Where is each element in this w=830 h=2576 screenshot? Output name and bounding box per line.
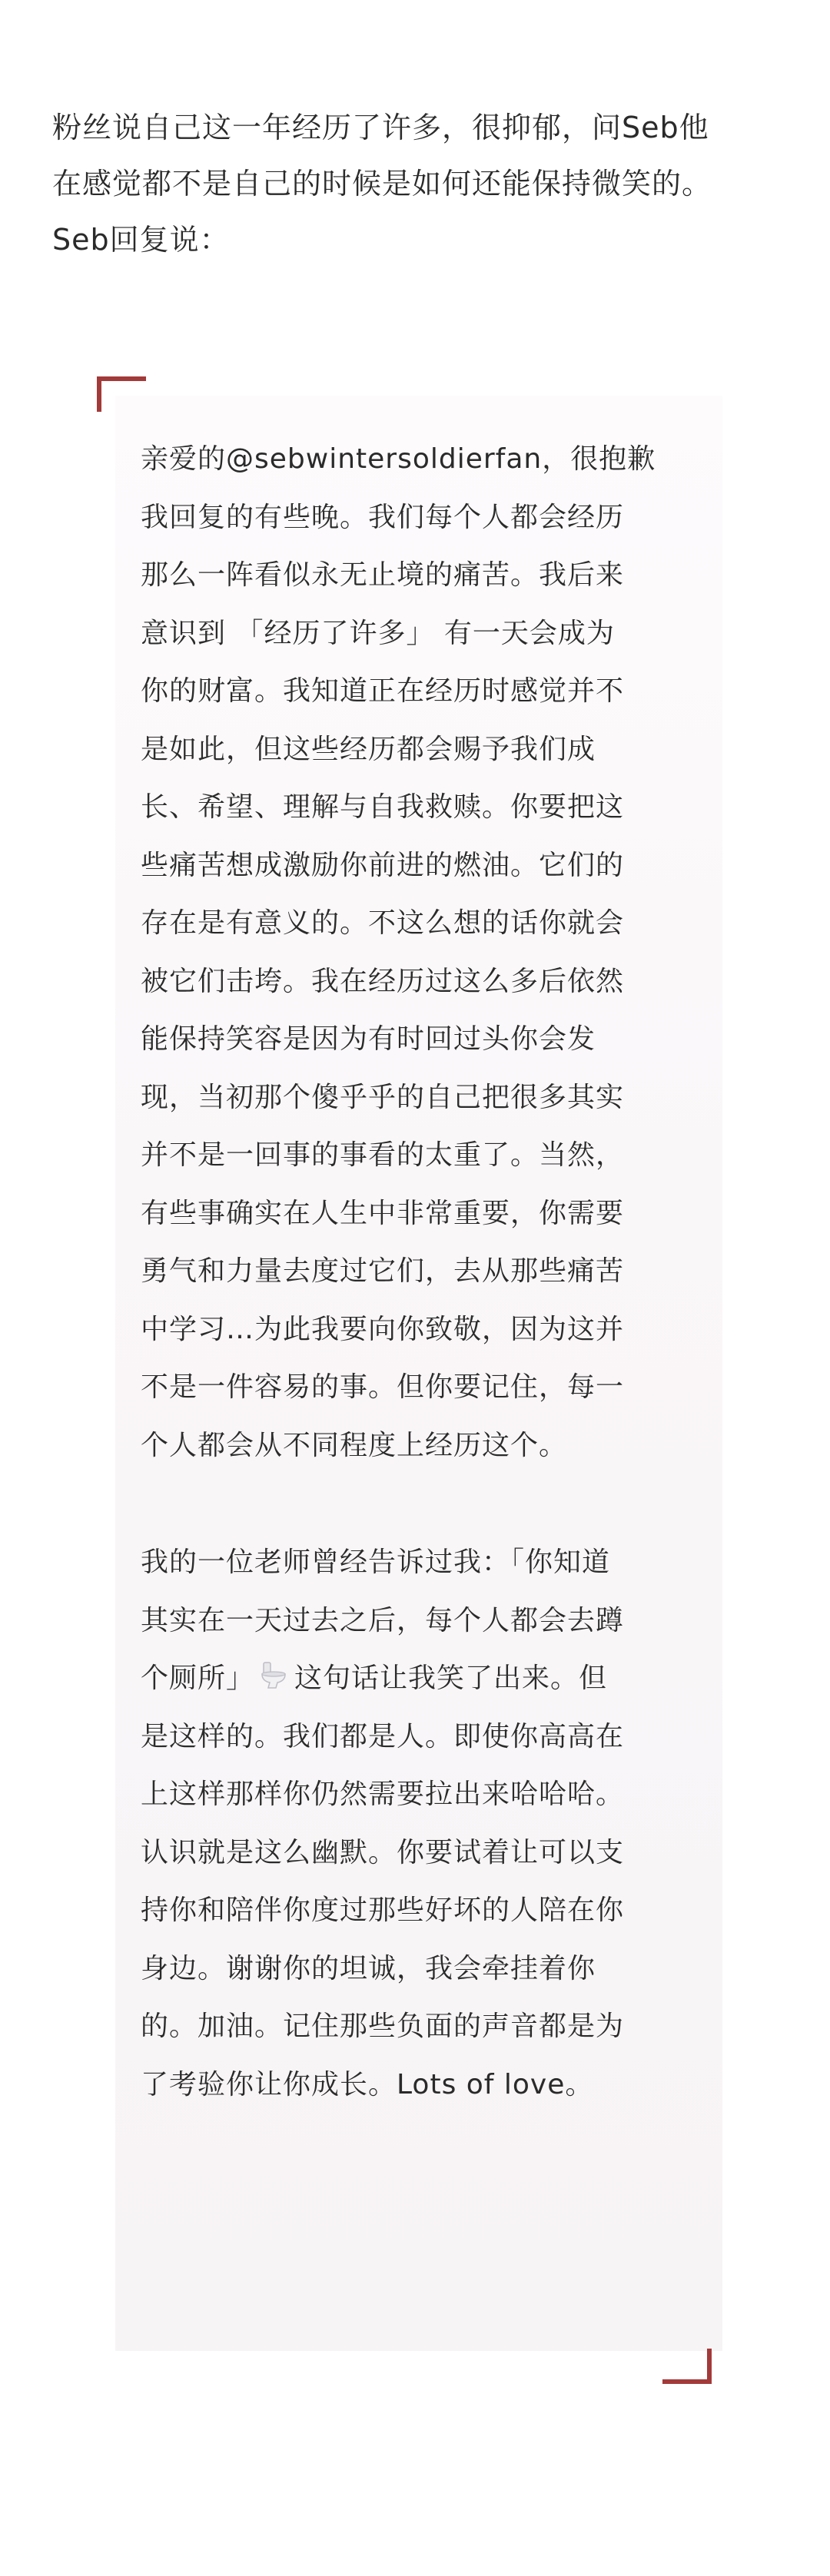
quote-line: 了考验你让你成长。Lots of love。: [141, 2068, 594, 2100]
quote-line: 不是一件容易的事。但你要记住，每一: [141, 1371, 625, 1403]
quote-line: 我回复的有些晚。我们每个人都会经历: [141, 501, 625, 533]
quote-line: 长、希望、理解与自我救赎。你要把这: [141, 791, 625, 823]
quote-line: 认识就是这么幽默。你要试着让可以支: [141, 1836, 625, 1868]
quote-line: 我的一位老师曾经告诉过我：「你知道: [141, 1547, 611, 1578]
quote-line: 能保持笑容是因为有时回过头你会发: [141, 1023, 596, 1055]
quote-line: 这句话让我笑了出来。但: [294, 1663, 608, 1694]
quote-line: 勇气和力量去度过它们，去从那些痛苦: [141, 1255, 625, 1287]
quote-line: 些痛苦想成激励你前进的燃油。它们的: [141, 849, 625, 881]
quote-line: 上这样那样你仍然需要拉出来哈哈哈。: [141, 1779, 625, 1810]
quote-line: 是这样的。我们都是人。即使你高高在: [141, 1720, 625, 1752]
quote-line: 个人都会从不同程度上经历这个。: [141, 1429, 568, 1461]
quote-line: 并不是一回事的事看的太重了。当然，: [141, 1139, 625, 1171]
quote-paragraph-2: [141, 1533, 713, 2114]
quote-line: 亲爱的@sebwintersoldierfan，很抱歉: [141, 443, 656, 475]
quote-line: 意识到 「经历了许多」 有一天会成为: [141, 617, 615, 649]
quote-paragraph-1: [141, 430, 713, 1474]
quote-line: 其实在一天过去之后，每个人都会去蹲: [141, 1604, 625, 1636]
quote-line: 身边。谢谢你的坦诚，我会牵挂着你: [141, 1952, 596, 1984]
quote-line: 的。加油。记住那些负面的声音都是为: [141, 2011, 625, 2042]
quote-line: 现，当初那个傻乎乎的自己把很多其实: [141, 1081, 625, 1113]
quote-line: 那么一阵看似永无止境的痛苦。我后来: [141, 559, 625, 591]
intro-line: 在感觉都不是自己的时候是如何还能保持微笑的。: [52, 167, 712, 201]
quote-line: 你的财富。我知道正在经历时感觉并不: [141, 675, 625, 707]
intro-line: Seb回复说：: [52, 223, 230, 257]
quote-line: 有些事确实在人生中非常重要，你需要: [141, 1197, 625, 1229]
quote-close-bracket-icon: [662, 2349, 712, 2384]
quote-line: 存在是有意义的。不这么想的话你就会: [141, 907, 625, 939]
intro-text: [52, 100, 790, 268]
quote-line: 被它们击垮。我在经历过这么多后依然: [141, 965, 625, 997]
quote-line: 持你和陪伴你度过那些好坏的人陪在你: [141, 1895, 625, 1926]
quote-block: [141, 430, 713, 2114]
intro-line: 粉丝说自己这一年经历了许多，很抑郁，问Seb他: [52, 111, 709, 144]
quote-line: 个厕所」: [141, 1663, 255, 1694]
quote-line: 中学习…为此我要向你致敬，因为这并: [141, 1313, 625, 1345]
toilet-icon: [259, 1653, 290, 1683]
quote-line: 是如此，但这些经历都会赐予我们成: [141, 733, 596, 765]
quote-open-bracket-icon: [97, 376, 146, 412]
